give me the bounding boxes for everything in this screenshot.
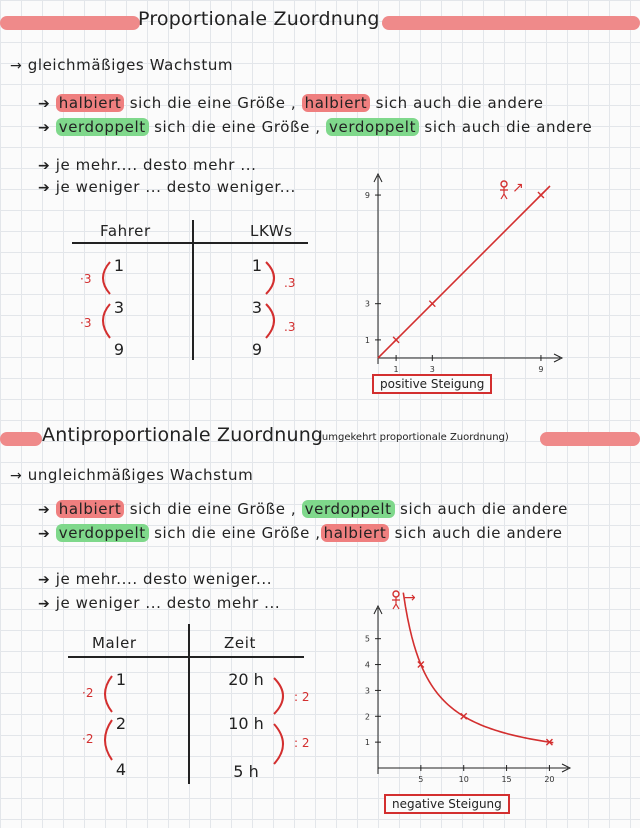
factor-label: .3 [284, 276, 296, 290]
y-tick-label: 2 [364, 712, 370, 722]
table-cell: 1 [113, 256, 125, 275]
section-title-proportional: Proportionale Zuordnung [138, 8, 380, 30]
table-cell: 2 [115, 714, 127, 733]
x-tick-label: 9 [538, 365, 544, 374]
rule-text: sich die eine Größe , [148, 118, 327, 136]
highlight-red: halbiert [56, 500, 125, 518]
table-header-col1: Maler [92, 634, 137, 652]
table-cell: 10 h [228, 714, 264, 733]
factor-label: ·3 [80, 316, 92, 330]
x-tick-label: 1 [393, 365, 399, 374]
arrow-icon: ➔ [38, 526, 51, 542]
rule-text: sich die eine Größe , [148, 524, 321, 542]
y-tick-label: 1 [364, 335, 370, 345]
arrow-icon: → [10, 468, 23, 484]
arrow-icon: ➔ [38, 180, 51, 196]
growth-text: gleichmäßiges Wachstum [27, 56, 234, 74]
table-cell: 9 [251, 340, 263, 359]
factor-label: ·2 [82, 686, 94, 700]
rule-text: sich auch die andere [419, 118, 593, 136]
table-cell: 3 [251, 298, 263, 317]
series-line [403, 593, 553, 743]
rule-text: sich auch die andere [389, 524, 563, 542]
table-cell: 5 h [233, 762, 259, 781]
data-point [461, 713, 467, 719]
stick-figure-body [392, 597, 400, 609]
table-cell: 4 [115, 760, 127, 779]
table-cell: 3 [113, 298, 125, 317]
y-tick-label: 9 [364, 191, 370, 201]
highlight-green: verdoppelt [56, 524, 149, 542]
factor-label: ·3 [80, 272, 92, 286]
section-subtitle: (umgekehrt proportionale Zuordnung) [318, 432, 509, 443]
annotation-arrow-icon: → [404, 590, 416, 606]
highlight-green: verdoppelt [56, 118, 149, 136]
factor-label: .3 [284, 320, 296, 334]
graph-label-negative: negative Steigung [384, 794, 510, 814]
factor-label: : 2 [294, 736, 310, 750]
growth-text: ungleichmäßiges Wachstum [27, 466, 254, 484]
highlight-red: halbiert [321, 524, 390, 542]
arrow-icon: ➔ [38, 572, 51, 588]
table-header-col2: LKWs [250, 222, 293, 240]
rule-text: sich die eine Größe , [124, 94, 302, 112]
highlight-red: halbiert [56, 94, 125, 112]
section-title-antiproportional: Antiproportionale Zuordnung [42, 424, 324, 446]
table-header-col1: Fahrer [100, 222, 151, 240]
x-tick-label: 10 [458, 775, 469, 784]
table-header-col2: Zeit [224, 634, 256, 652]
arrow-icon: ➔ [38, 596, 51, 612]
arrow-icon: ➔ [38, 96, 51, 112]
phrase-text: je weniger ... desto mehr ... [55, 594, 281, 612]
arrow-icon: ➔ [38, 158, 51, 174]
y-tick-label: 5 [364, 634, 370, 644]
x-tick-label: 20 [544, 775, 555, 784]
annotation-arrow-icon: ↗ [512, 180, 524, 196]
y-tick-label: 3 [364, 299, 370, 309]
y-tick-label: 3 [364, 686, 370, 696]
factor-label: ·2 [82, 732, 94, 746]
table-cell: 1 [251, 256, 263, 275]
table-cell: 9 [113, 340, 125, 359]
factor-label: : 2 [294, 690, 310, 704]
table-cell: 1 [115, 670, 127, 689]
table-cell: 20 h [228, 670, 264, 689]
rule-text: sich auch die andere [370, 94, 544, 112]
stick-figure-icon [393, 591, 399, 597]
arrow-icon: ➔ [38, 502, 51, 518]
graph-label-positive: positive Steigung [372, 374, 492, 394]
arrow-icon: → [10, 58, 23, 74]
x-tick-label: 15 [501, 775, 512, 784]
x-tick-label: 3 [429, 365, 435, 374]
phrase-text: je mehr.... desto mehr ... [55, 156, 257, 174]
highlight-green: verdoppelt [326, 118, 419, 136]
arrow-icon: ➔ [38, 120, 51, 136]
y-tick-label: 1 [364, 738, 370, 748]
highlight-green: verdoppelt [302, 500, 395, 518]
phrase-text: je mehr.... desto weniger... [55, 570, 273, 588]
x-tick-label: 5 [418, 775, 424, 784]
y-tick-label: 4 [364, 660, 370, 670]
rule-text: sich auch die andere [394, 500, 568, 518]
rule-text: sich die eine Größe , [124, 500, 302, 518]
phrase-text: je weniger ... desto weniger... [55, 178, 296, 196]
highlight-red: halbiert [302, 94, 371, 112]
